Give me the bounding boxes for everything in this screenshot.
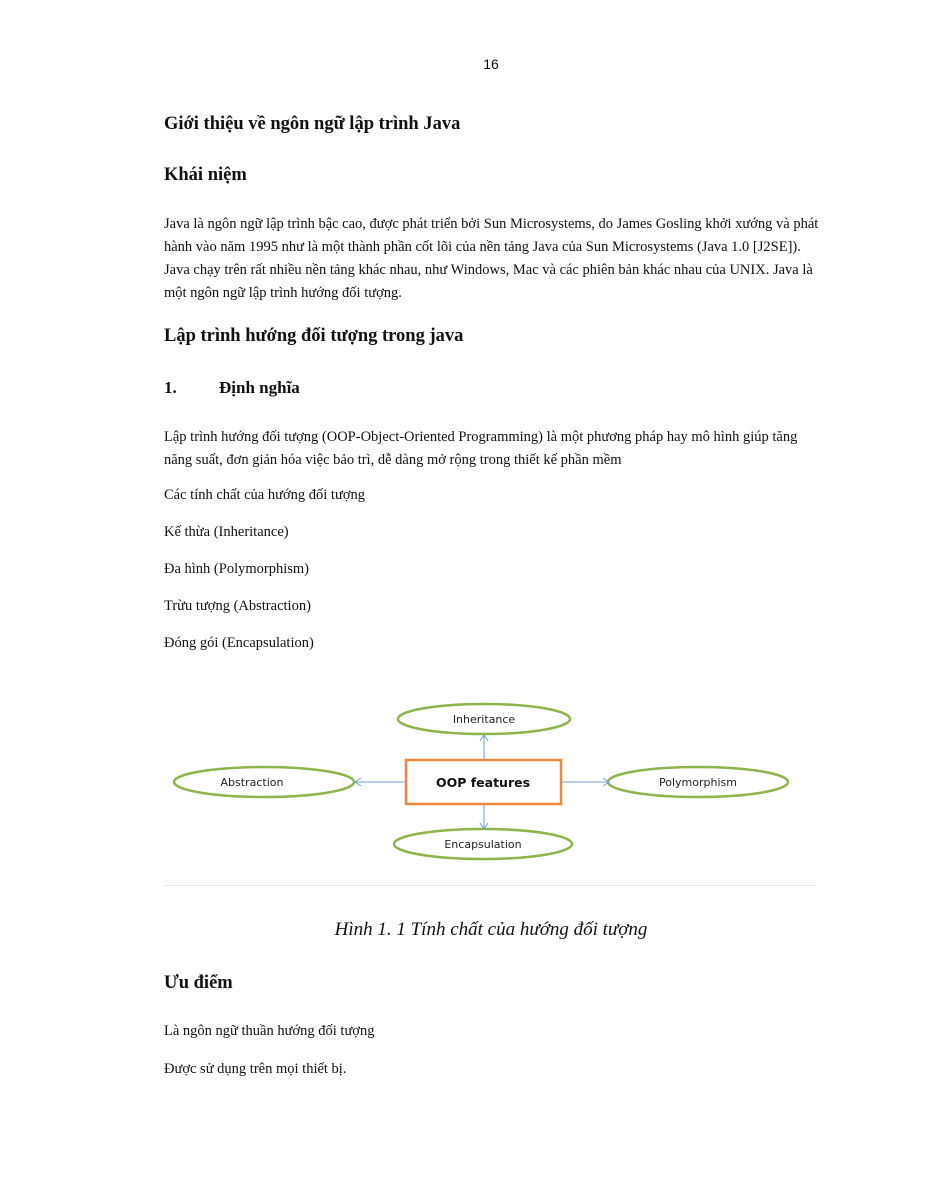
polymorphism-label: Polymorphism xyxy=(659,776,737,789)
oop-features-label: OOP features xyxy=(435,775,531,790)
heading-concept: Khái niệm xyxy=(164,165,247,185)
advantage-item: Được sử dụng trên mọi thiết bị. xyxy=(164,1061,347,1077)
advantage-item: Là ngôn ngữ thuần hướng đối tượng xyxy=(164,1023,375,1039)
oop-definition-paragraph: Lập trình hướng đối tượng (OOP-Object-Oriented Programming) là một phương pháp hay mô hình giúp tăng năng suất, đơn giản hóa việc bảo trì, dễ dàng mở rộng trong thiết kế phần mềm xyxy=(164,429,798,468)
section-number: 1. xyxy=(164,378,177,397)
encapsulation-label: Encapsulation xyxy=(444,838,522,851)
figure-divider xyxy=(164,885,816,886)
section-title: Định nghĩa xyxy=(219,378,300,397)
section-definition-heading xyxy=(164,378,300,398)
oop-features-diagram xyxy=(164,696,804,868)
property-abstraction: Trừu tượng (Abstraction) xyxy=(164,598,311,614)
concept-paragraph: Java là ngôn ngữ lập trình bậc cao, được phát triển bởi Sun Microsystems, do James Gosling khởi xướng và phát hành vào năm 1995 như là một thành phần cốt lõi của nền tảng Java của Sun Microsystems (Java 1.0 [J2SE]). Java chạy trên rất nhiều nền tảng khác nhau, như Windows, Mac và các phiên bản khác nhau của UNIX. Java là một ngôn ngữ lập trình hướng đối tượng. xyxy=(164,216,819,301)
page-number: 16 xyxy=(483,56,499,72)
heading-java-intro: Giới thiệu về ngôn ngữ lập trình Java xyxy=(164,114,461,134)
heading-advantages: Ưu điểm xyxy=(164,973,233,993)
inheritance-label: Inheritance xyxy=(452,713,516,726)
heading-oop-in-java: Lập trình hướng đối tượng trong java xyxy=(164,326,464,346)
properties-intro: Các tính chất của hướng đối tượng xyxy=(164,487,365,503)
figure-caption: Hình 1. 1 Tính chất của hướng đối tượng xyxy=(334,919,648,940)
property-encapsulation: Đóng gói (Encapsulation) xyxy=(164,635,314,651)
property-polymorphism: Đa hình (Polymorphism) xyxy=(164,561,309,577)
abstraction-label: Abstraction xyxy=(220,776,284,789)
property-inheritance: Kế thừa (Inheritance) xyxy=(164,524,289,540)
